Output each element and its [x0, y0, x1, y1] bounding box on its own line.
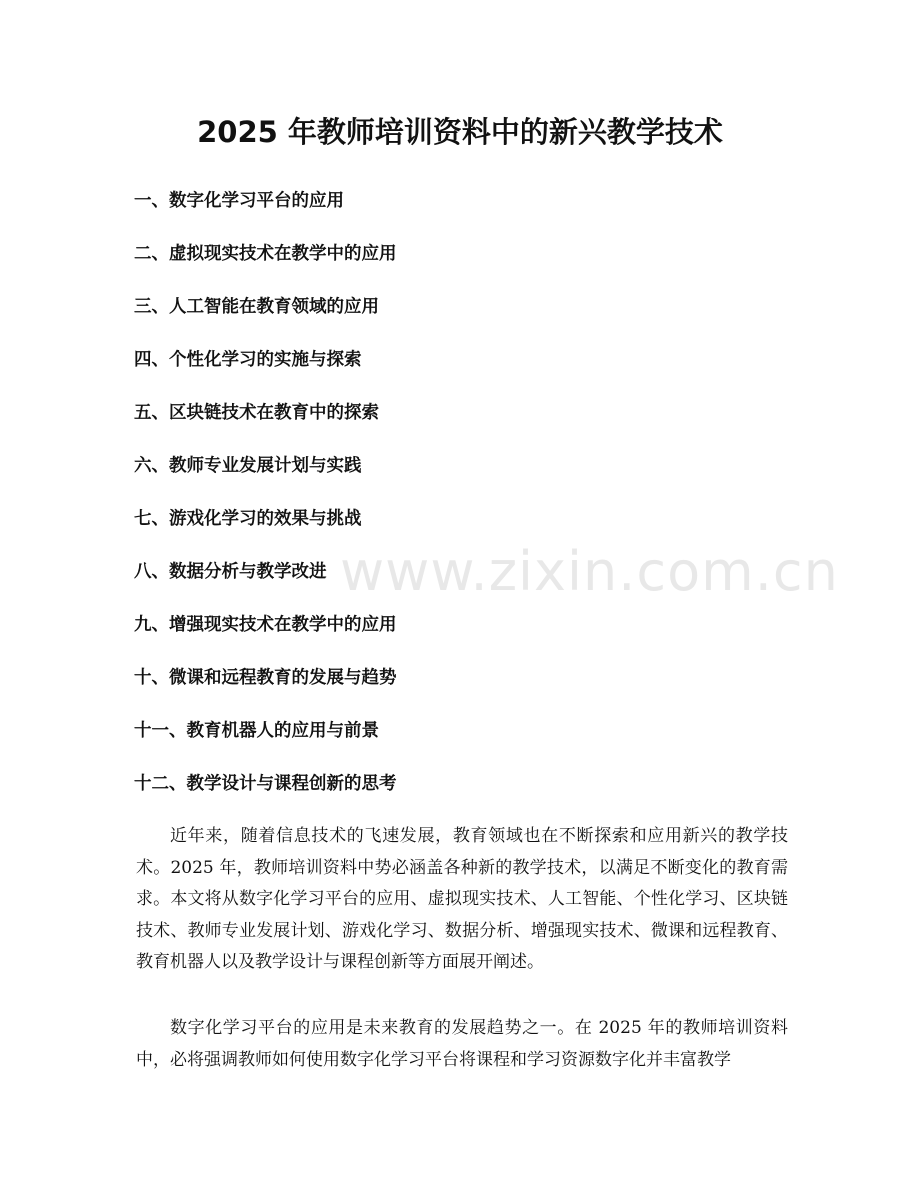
- watermark: www.zixin.com.cn: [340, 540, 839, 603]
- toc-item: 十、微课和远程教育的发展与趋势: [134, 668, 397, 688]
- toc-item: 五、区块链技术在教育中的探索: [134, 403, 379, 423]
- toc-item: 四、个性化学习的实施与探索: [134, 350, 362, 370]
- toc-item: 一、数字化学习平台的应用: [134, 191, 344, 211]
- toc-item: 六、教师专业发展计划与实践: [134, 456, 362, 476]
- body-paragraph: 近年来，随着信息技术的飞速发展，教育领域也在不断探索和应用新兴的教学技术。2025 年，教师培训资料中势必涵盖各种新的教学技术，以满足不断变化的教育需求。本文将从数字化学习平台的应用、虚拟现实技术、人工智能、个性化学习、区块链技术、教师专业发展计划、游戏化学习、数据分析、增强现实技术、微课和远程教育、教育机器人以及教学设计与课程创新等方面展开阐述。: [136, 826, 788, 972]
- body-paragraph: 数字化学习平台的应用是未来教育的发展趋势之一。在 2025 年的教师培训资料中，必将强调教师如何使用数字化学习平台将课程和学习资源数字化并丰富教学: [136, 1018, 788, 1070]
- document-title: 2025 年教师培训资料中的新兴教学技术: [197, 115, 723, 149]
- toc-item: 十一、教育机器人的应用与前景: [134, 721, 379, 741]
- toc-item: 九、增强现实技术在教学中的应用: [134, 615, 397, 635]
- toc-item: 七、游戏化学习的效果与挑战: [134, 509, 362, 529]
- toc-item: 三、人工智能在教育领域的应用: [134, 297, 379, 317]
- table-of-contents: [134, 184, 794, 820]
- toc-item: 二、虚拟现实技术在教学中的应用: [134, 244, 397, 264]
- toc-item: 八、数据分析与教学改进: [134, 562, 327, 582]
- toc-item: 十二、教学设计与课程创新的思考: [134, 774, 397, 794]
